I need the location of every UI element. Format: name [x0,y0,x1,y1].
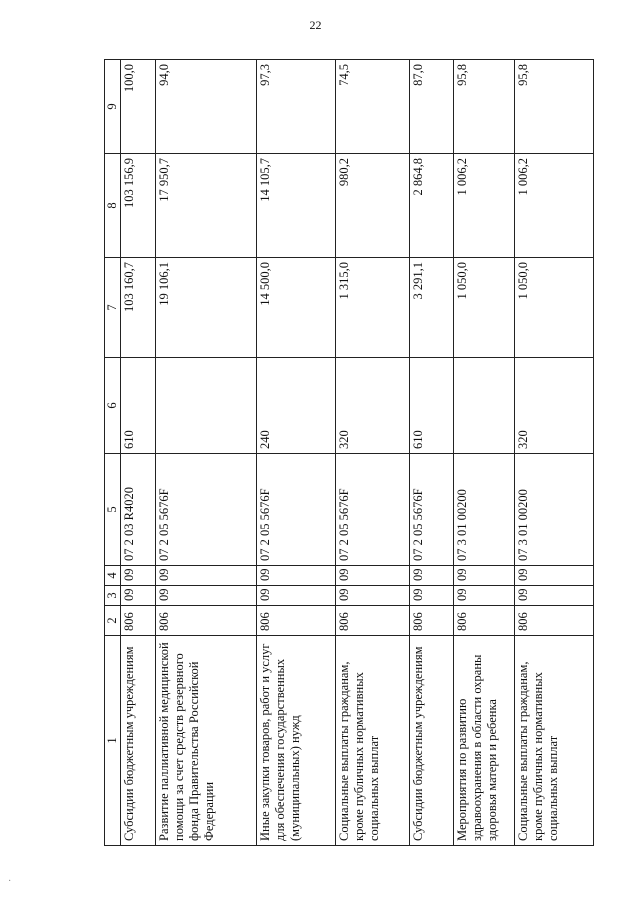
header-cell: 6 [105,358,121,454]
target-article-cell: 07 2 05 5676F [156,454,257,566]
header-cell: 7 [105,258,121,358]
chapter-code-cell: 806 [121,606,156,636]
execution-percent-cell: 97,3 [257,60,335,154]
executed-amount-cell: 17 950,7 [156,154,257,258]
expense-type-cell [156,358,257,454]
execution-percent-cell: 95,8 [453,60,515,154]
chapter-code-cell: 806 [453,606,515,636]
target-article-cell: 07 3 01 00200 [453,454,515,566]
planned-amount-cell: 1 315,0 [335,258,409,358]
planned-amount-cell: 1 050,0 [453,258,515,358]
subsection-code-cell: 09 [257,566,335,586]
header-cell: 2 [105,606,121,636]
row-name-cell: Мероприятия по развитию здравоохранения в области охраны здоровья матери и ребенка [453,636,515,846]
expense-type-cell: 610 [410,358,453,454]
subsection-code-cell: 09 [121,566,156,586]
chapter-code-cell: 806 [515,606,594,636]
table-row [257,60,335,846]
header-cell: 9 [105,60,121,154]
executed-amount-cell: 1 006,2 [515,154,594,258]
chapter-code-cell: 806 [335,606,409,636]
section-code-cell: 09 [121,586,156,606]
section-code-cell: 09 [515,586,594,606]
execution-percent-cell: 94,0 [156,60,257,154]
executed-amount-cell: 1 006,2 [453,154,515,258]
row-name-cell: Субсидии бюджетным учреждениям [121,636,156,846]
chapter-code-cell: 806 [156,606,257,636]
target-article-cell: 07 3 01 00200 [515,454,594,566]
table-header-row [105,60,121,846]
section-code-cell: 09 [453,586,515,606]
execution-percent-cell: 100,0 [121,60,156,154]
table-row [121,60,156,846]
subsection-code-cell: 09 [515,566,594,586]
row-name-cell: Социальные выплаты гражданам, кроме публичных нормативных социальных выплат [335,636,409,846]
table-row [453,60,515,846]
subsection-code-cell: 09 [156,566,257,586]
chapter-code-cell: 806 [257,606,335,636]
table-row [156,60,257,846]
planned-amount-cell: 103 160,7 [121,258,156,358]
planned-amount-cell: 1 050,0 [515,258,594,358]
executed-amount-cell: 14 105,7 [257,154,335,258]
row-name-cell: Социальные выплаты гражданам, кроме публичных нормативных социальных выплат [515,636,594,846]
rotated-table-wrapper [104,60,594,846]
expense-type-cell [453,358,515,454]
row-name-cell: Развитие паллиативной медицинской помощи за счет средств резервного фонда Правительства Российской Федерации [156,636,257,846]
target-article-cell: 07 2 05 5676F [335,454,409,566]
planned-amount-cell: 3 291,1 [410,258,453,358]
executed-amount-cell: 103 156,9 [121,154,156,258]
target-article-cell: 07 2 03 R4020 [121,454,156,566]
planned-amount-cell: 19 106,1 [156,258,257,358]
header-cell: 4 [105,566,121,586]
planned-amount-cell: 14 500,0 [257,258,335,358]
execution-percent-cell: 95,8 [515,60,594,154]
table-row [410,60,453,846]
section-code-cell: 09 [335,586,409,606]
chapter-code-cell: 806 [410,606,453,636]
section-code-cell: 09 [257,586,335,606]
expense-type-cell: 240 [257,358,335,454]
margin-mark: · [8,876,12,887]
budget-table [104,59,594,846]
subsection-code-cell: 09 [335,566,409,586]
header-cell: 8 [105,154,121,258]
table-container [104,60,594,846]
header-cell: 5 [105,454,121,566]
subsection-code-cell: 09 [410,566,453,586]
expense-type-cell: 610 [121,358,156,454]
row-name-cell: Иные закупки товаров, работ и услуг для обеспечения государственных (муниципальных) нужд [257,636,335,846]
execution-percent-cell: 74,5 [335,60,409,154]
table-row [515,60,594,846]
subsection-code-cell: 09 [453,566,515,586]
target-article-cell: 07 2 05 5676F [410,454,453,566]
row-name-cell: Субсидии бюджетным учреждениям [410,636,453,846]
section-code-cell: 09 [156,586,257,606]
section-code-cell: 09 [410,586,453,606]
execution-percent-cell: 87,0 [410,60,453,154]
executed-amount-cell: 980,2 [335,154,409,258]
executed-amount-cell: 2 864,8 [410,154,453,258]
expense-type-cell: 320 [515,358,594,454]
header-cell: 1 [105,636,121,846]
table-row [335,60,409,846]
header-cell: 3 [105,586,121,606]
target-article-cell: 07 2 05 5676F [257,454,335,566]
expense-type-cell: 320 [335,358,409,454]
page-number: 22 [309,18,322,32]
